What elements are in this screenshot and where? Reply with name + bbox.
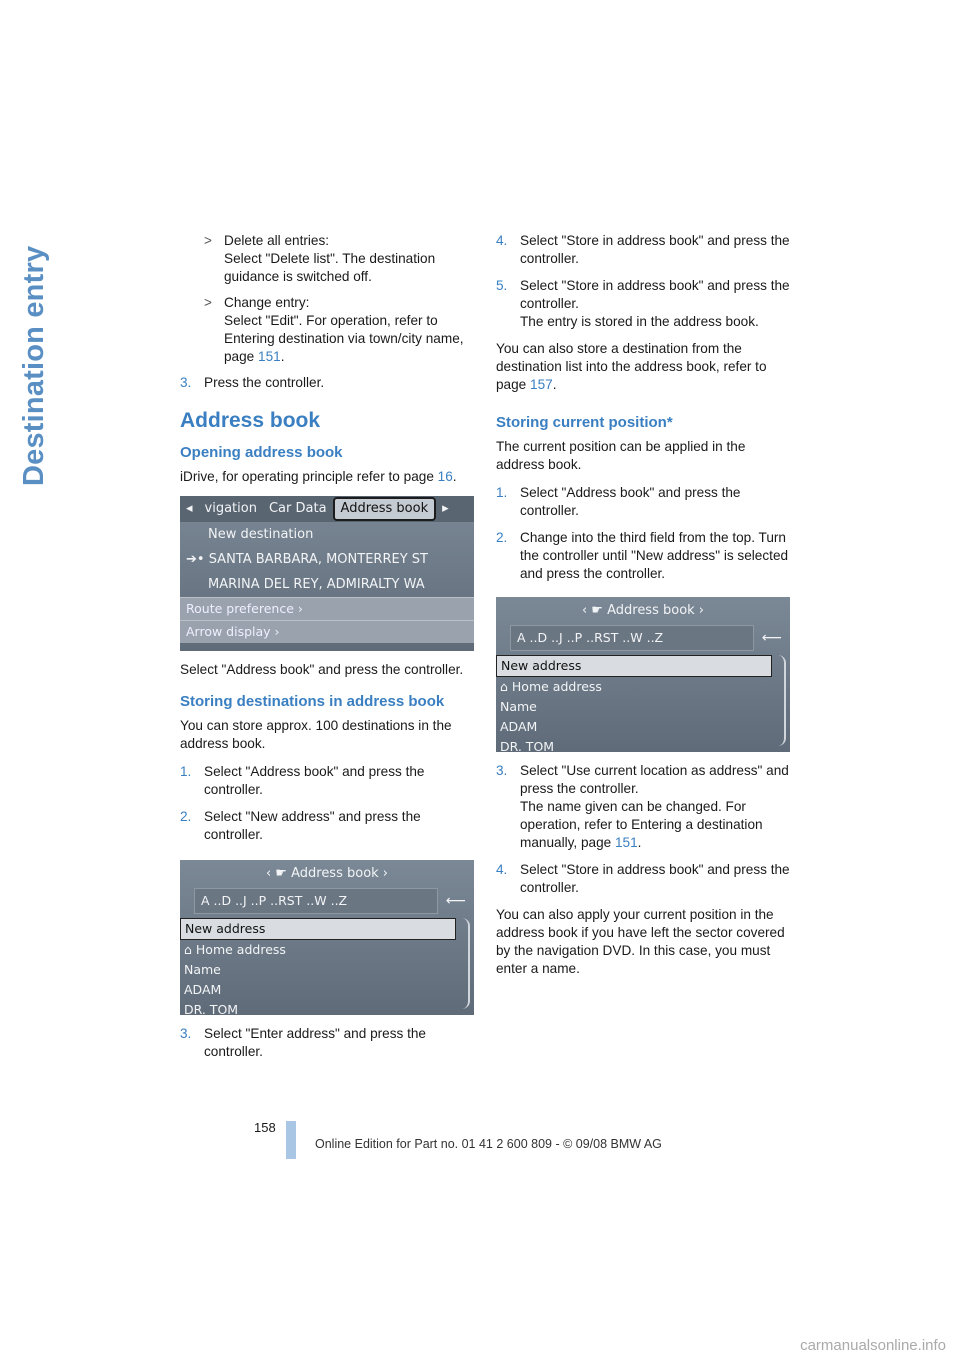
tab-address-book: Address book <box>333 497 437 521</box>
step-item <box>496 277 791 331</box>
tab-car-data: Car Data <box>268 501 327 516</box>
footer-edition-text: Online Edition for Part no. 01 41 2 600 809 - © 09/08 BMW AG <box>315 1137 662 1151</box>
step-number: 4. <box>496 862 508 877</box>
alphabet-bar: A ..D ..J ..P ..RST ..W ..Z <box>194 888 438 914</box>
subsection-heading: Storing current position* <box>496 414 673 431</box>
step-text: Select "Store in address book" and press the controller. <box>520 278 790 311</box>
step-number: 2. <box>496 530 508 545</box>
item-text: Select "Edit". For operation, refer to Entering destination via town/city name, page <box>224 313 464 364</box>
bullet: > <box>204 295 212 310</box>
entry-name: Name <box>500 699 537 714</box>
paragraph-text: You can also store a destination from the destination list into the address book, refer to page <box>496 341 767 392</box>
arrow-right-icon: ▸ <box>442 501 449 516</box>
paragraph <box>496 340 791 394</box>
chapter-title: Destination entry <box>18 245 50 486</box>
footer-marker <box>286 1121 296 1159</box>
step-item <box>180 374 475 392</box>
address-book-header: ‹ ☛ Address book › <box>265 866 389 881</box>
back-arrow-icon: ⟵ <box>445 893 466 909</box>
right-column <box>496 232 791 988</box>
step-item <box>496 232 791 268</box>
step-number: 3. <box>180 375 192 390</box>
paragraph: The current position can be applied in the address book. <box>496 439 746 472</box>
list-item <box>180 294 475 366</box>
step-item <box>180 808 475 844</box>
menu-destination-1: ➔• SANTA BARBARA, MONTERREY ST <box>186 552 428 567</box>
item-text: Select "Delete list". The destination guidance is switched off. <box>224 251 436 284</box>
step-text: Select "New address" and press the controller. <box>204 809 421 842</box>
entry-name: Name <box>184 962 221 977</box>
step-text: Select "Address book" and press the controller. <box>204 764 425 797</box>
arrow-left-icon: ◂ <box>186 501 193 516</box>
step-number: 1. <box>496 485 508 500</box>
step-number: 3. <box>180 1026 192 1041</box>
paragraph-text: iDrive, for operating principle refer to page <box>180 469 438 484</box>
step-number: 4. <box>496 233 508 248</box>
step-item <box>496 484 791 520</box>
watermark: carmanualsonline.info <box>800 1337 946 1354</box>
step-item <box>180 763 475 799</box>
bullet: > <box>204 233 212 248</box>
scrollbar <box>776 655 786 746</box>
step-text: Select "Store in address book" and press the controller. <box>520 862 790 895</box>
address-book-screenshot <box>180 860 474 1015</box>
address-book-screenshot-2 <box>496 597 790 752</box>
step-note: The entry is stored in the address book. <box>520 314 759 329</box>
step-text: Select "Address book" and press the controller. <box>520 485 741 518</box>
punct: . <box>452 469 457 484</box>
step-item <box>180 1025 475 1061</box>
menu-destination-2: MARINA DEL REY, ADMIRALTY WA <box>208 577 425 592</box>
paragraph: Select "Address book" and press the controller. <box>180 662 464 677</box>
page-link[interactable]: 151 <box>614 835 638 850</box>
entry-dr-tom: DR. TOM <box>500 739 555 752</box>
entry-home-address: ⌂ Home address <box>184 942 286 957</box>
page-link[interactable]: 16 <box>437 469 453 484</box>
menu-new-destination: New destination <box>208 527 314 542</box>
page-number: 158 <box>254 1120 276 1135</box>
step-item <box>496 861 791 897</box>
step-item <box>496 762 791 852</box>
subsection-heading: Opening address book <box>180 444 343 461</box>
tab-bar <box>180 496 474 522</box>
tab-navigation: vigation <box>204 501 257 516</box>
scrollbar <box>460 918 470 1009</box>
step-text: Press the controller. <box>204 375 325 390</box>
step-note: The name given can be changed. For operation, refer to Entering a destination manually, page <box>520 799 763 850</box>
chapter-side-tab <box>14 228 54 488</box>
step-item <box>496 529 791 583</box>
left-column <box>180 232 475 1070</box>
step-number: 2. <box>180 809 192 824</box>
item-title: Delete all entries: <box>224 233 330 248</box>
address-book-header: ‹ ☛ Address book › <box>581 603 705 618</box>
page-link[interactable]: 151 <box>258 349 281 364</box>
item-title: Change entry: <box>224 295 310 310</box>
punct: . <box>552 377 557 392</box>
entry-adam: ADAM <box>500 719 538 734</box>
paragraph: You can also apply your current position in the address book if you have left the sector covered by the navigation DVD. In this case, you must enter a name. <box>496 907 785 976</box>
menu-route-preference: Route preference › <box>180 597 474 620</box>
step-text: Select "Store in address book" and press the controller. <box>520 233 790 266</box>
step-text: Change into the third field from the top. Turn the controller until "New address" is selected and press the controller. <box>520 530 789 581</box>
subsection-heading: Storing destinations in address book <box>180 693 445 710</box>
entry-adam: ADAM <box>184 982 222 997</box>
menu-arrow-display: Arrow display › <box>180 620 474 643</box>
paragraph: You can store approx. 100 destinations in the address book. <box>180 718 452 751</box>
step-text: Select "Enter address" and press the controller. <box>204 1026 426 1059</box>
paragraph <box>180 468 475 486</box>
punct: . <box>280 349 285 364</box>
entry-home-address: ⌂ Home address <box>500 679 602 694</box>
punct: . <box>637 835 642 850</box>
step-number: 1. <box>180 764 192 779</box>
entry-dr-tom: DR. TOM <box>184 1002 239 1015</box>
section-heading: Address book <box>180 409 321 432</box>
alphabet-bar: A ..D ..J ..P ..RST ..W ..Z <box>510 625 754 651</box>
entry-new-address: New address <box>496 655 772 677</box>
step-text: Select "Use current location as address" and press the controller. <box>520 763 789 796</box>
back-arrow-icon: ⟵ <box>761 630 782 646</box>
list-item <box>180 232 475 286</box>
entry-new-address: New address <box>180 918 456 940</box>
navigation-screenshot <box>180 496 474 651</box>
page-link[interactable]: 157 <box>530 377 553 392</box>
step-number: 5. <box>496 278 508 293</box>
step-number: 3. <box>496 763 508 778</box>
